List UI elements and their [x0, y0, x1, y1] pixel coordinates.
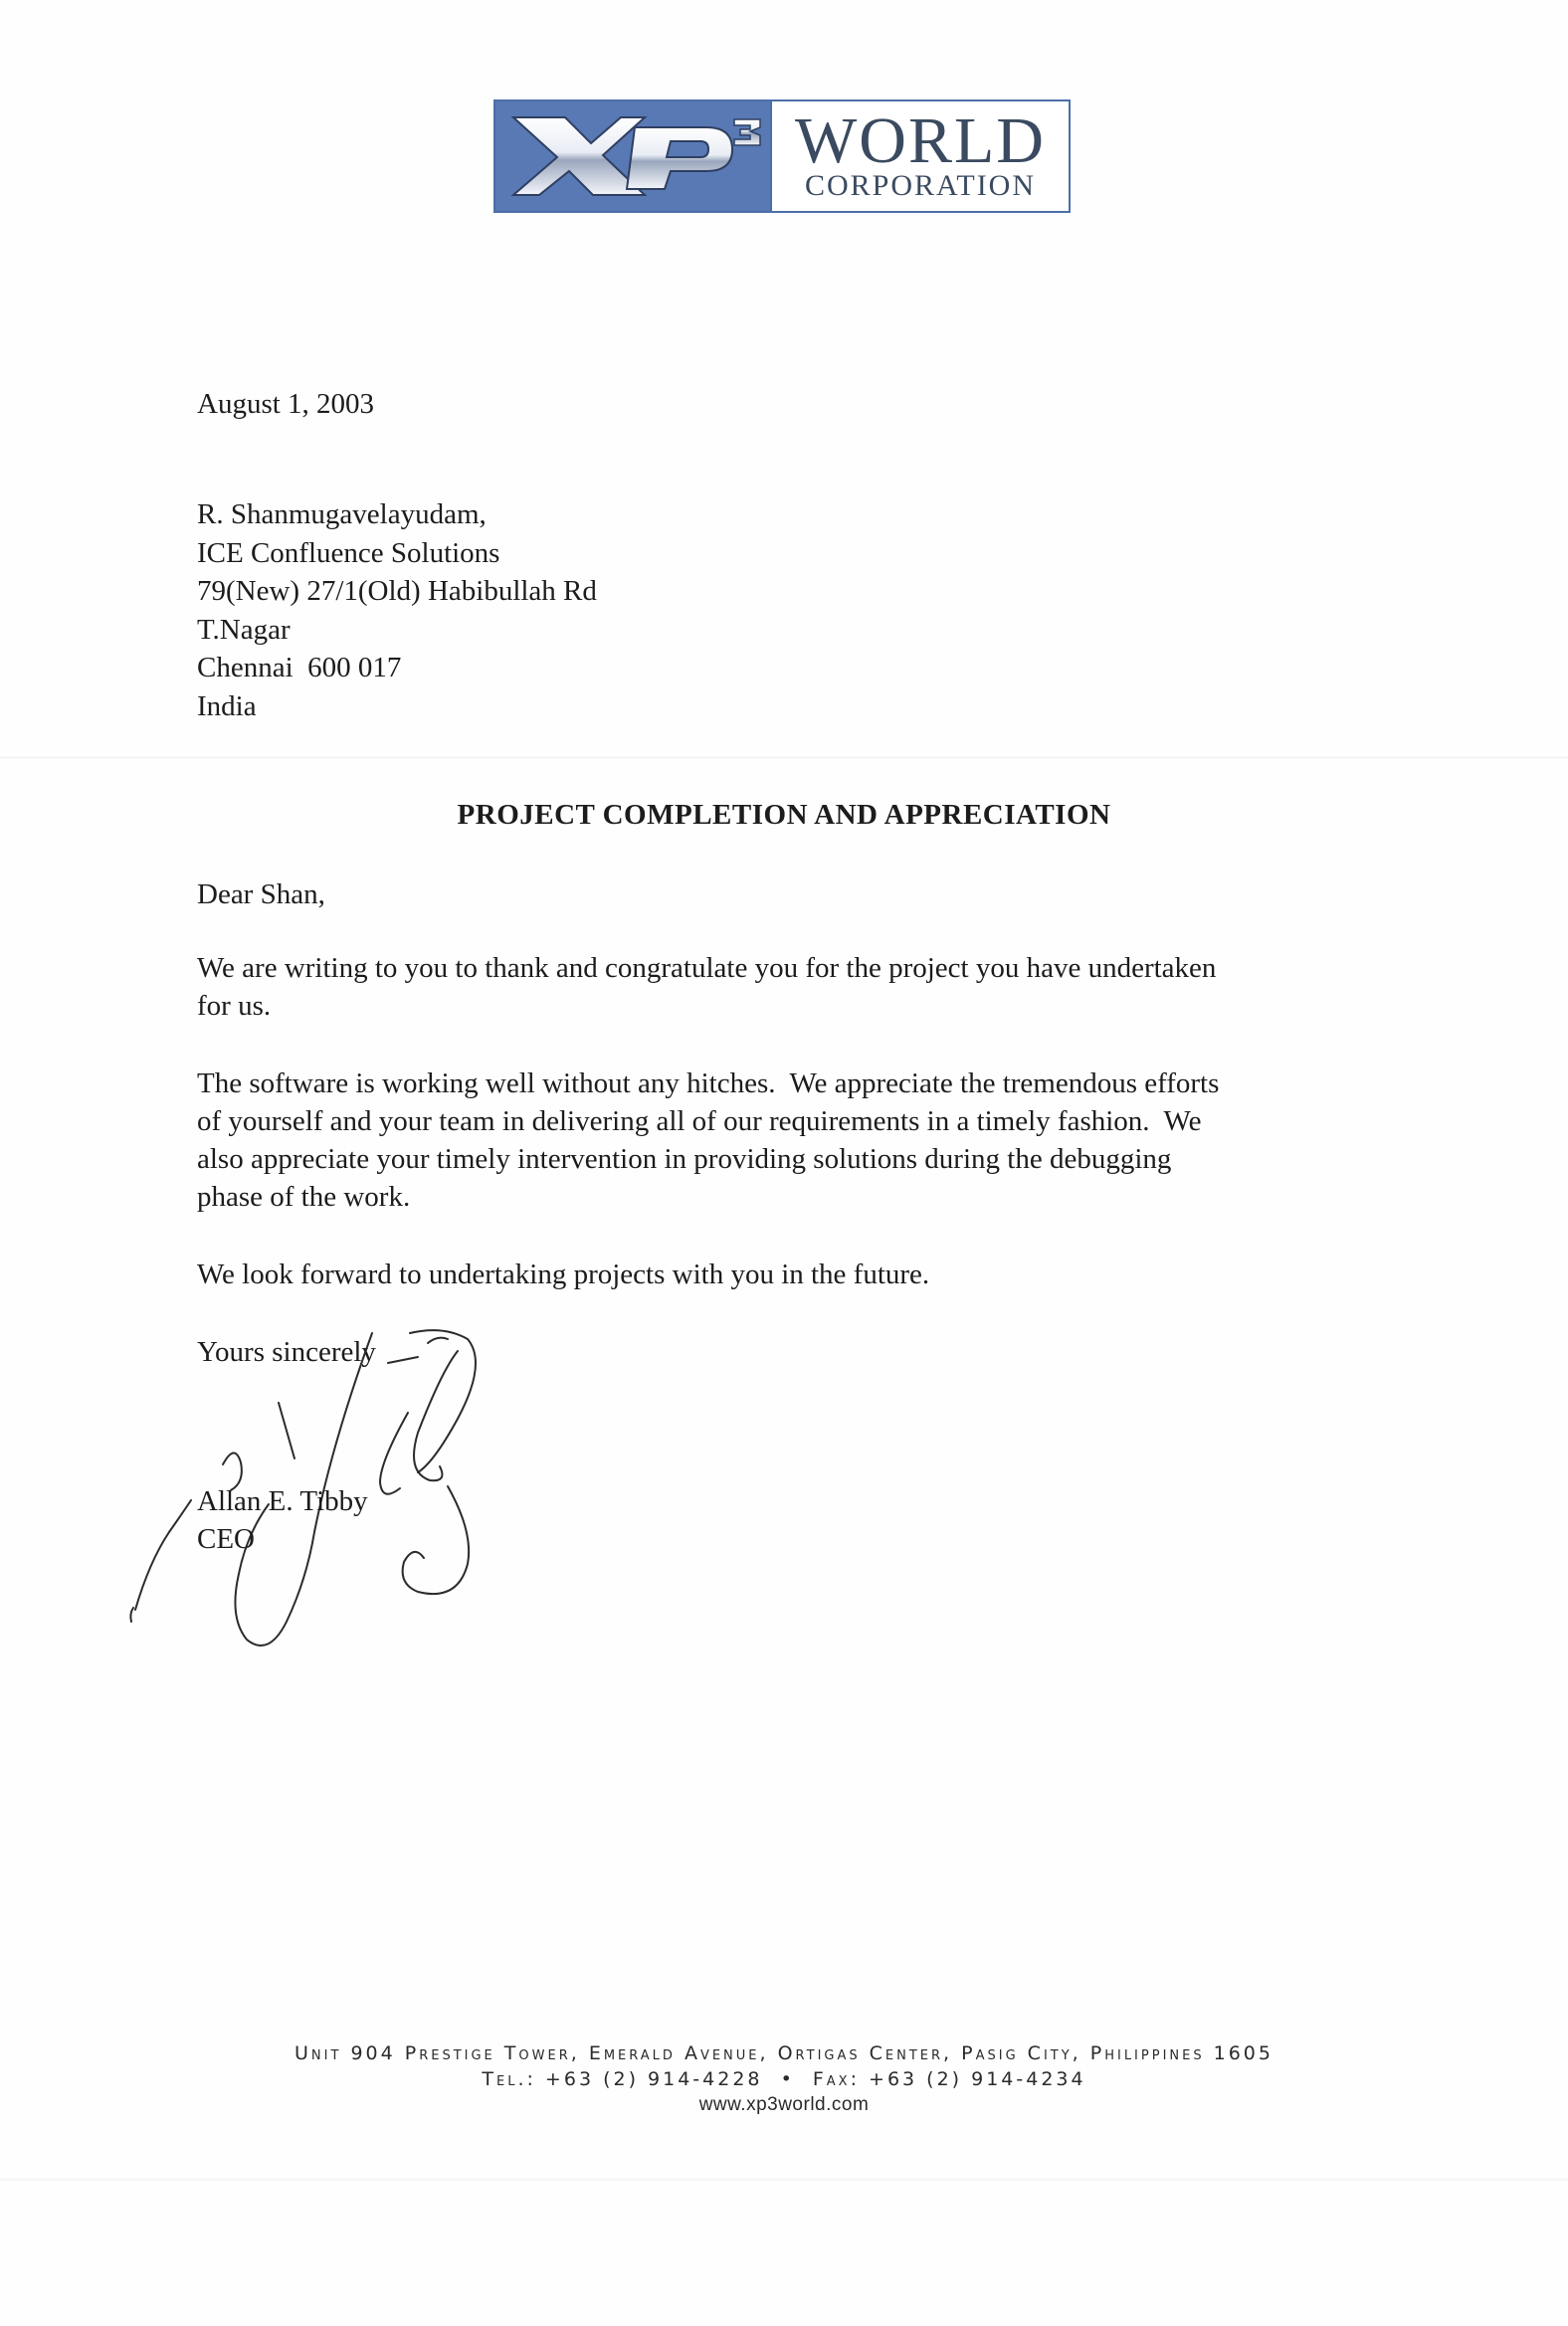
paragraph-line: We are writing to you to thank and congratulate you for the project you have undertaken [197, 952, 1217, 984]
paper-fold-line [0, 756, 1568, 759]
salutation: Dear Shan, [197, 878, 325, 910]
xp3-logo-mark [495, 101, 770, 211]
paragraph-line: The software is working well without any hitches. We appreciate the tremendous efforts [197, 1067, 1220, 1099]
letter-subject: PROJECT COMPLETION AND APPRECIATION [457, 799, 1111, 831]
logo-subword: CORPORATION [804, 169, 1037, 202]
body-paragraph [197, 949, 1411, 1025]
paper-fold-line-bottom [0, 2179, 1568, 2181]
letterhead-footer [0, 2040, 1568, 2118]
paragraph-line: for us. [197, 990, 272, 1022]
paragraph-line: phase of the work. [197, 1181, 411, 1213]
body-paragraph [197, 1256, 1411, 1293]
paragraph-line: We look forward to undertaking projects with you in the future. [197, 1259, 930, 1290]
signer-title: CEO [197, 1523, 255, 1555]
logo-word: WORLD [795, 104, 1046, 177]
address-line: 79(New) 27/1(Old) Habibullah Rd [197, 575, 597, 607]
address-line: Chennai 600 017 [197, 652, 402, 683]
letter-date: August 1, 2003 [197, 388, 375, 420]
company-logo [493, 99, 1071, 213]
footer-website: www.xp3world.com [698, 2094, 870, 2115]
recipient-address [197, 495, 597, 725]
footer-address: Unit 904 Prestige Tower, Emerald Avenue, Ortigas Center, Pasig City, Philippines 1605 [294, 2042, 1274, 2064]
address-line: India [197, 689, 257, 722]
paragraph-line: also appreciate your timely intervention in providing solutions during the debugging [197, 1143, 1172, 1175]
address-line: T.Nagar [197, 613, 291, 646]
logo-wordmark [770, 101, 1069, 211]
footer-telfax: Tel.: +63 (2) 914-4228 • Fax: +63 (2) 914-4234 [482, 2068, 1086, 2090]
body-paragraph [197, 1065, 1411, 1216]
closing: Yours sincerely [197, 1336, 376, 1368]
paragraph-line: of yourself and your team in delivering all of our requirements in a timely fashion. We [197, 1105, 1202, 1137]
address-line: ICE Confluence Solutions [197, 536, 500, 569]
xp3-logo-icon [495, 101, 770, 211]
signer-name: Allan E. Tibby [197, 1485, 368, 1517]
address-line: R. Shanmugavelayudam, [197, 498, 487, 530]
